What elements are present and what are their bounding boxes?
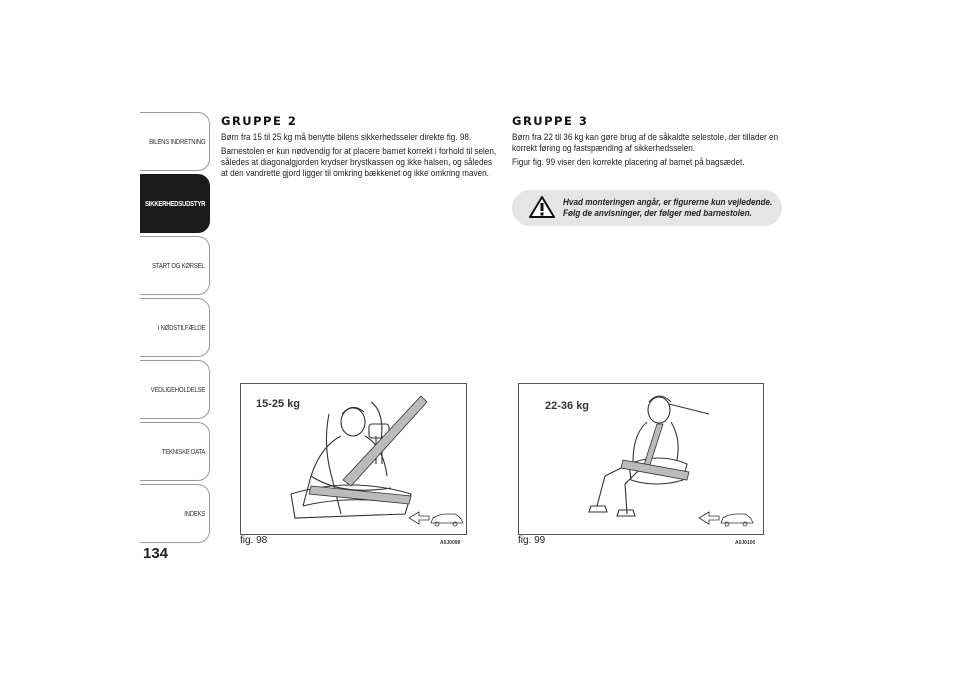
tab-tekniske-data[interactable] [140,422,210,481]
weight-label: 22-36 kg [545,400,590,412]
left-column [221,116,541,182]
tab-label: SIKKERHEDSUDSTYR [144,199,205,208]
direction-arrow-icon [409,512,429,524]
tab-i-nodstilfaelde[interactable] [140,298,210,357]
figure-caption: fig. 99 [518,535,546,546]
paragraph: Børn fra 22 til 36 kg kan gøre brug af de såkaldte selestole, der tillader en korrekt føring og fastspænding af sikkerhedsselen. [512,132,779,154]
figure-99 [518,383,764,535]
child-booster-seat-illustration [241,384,466,534]
tab-label: BILENS INDRETNING [148,137,205,146]
tab-bilens-indretning[interactable] [140,112,210,171]
paragraph: Barnestolen er kun nødvendig for at placere barnet korrekt i forhold til selen, således at diagonalgjorden krydser brystkassen og ikke halsen, og således at den vandrette gjord ligger til omkring bækkenet og ikke omkring maven. [221,146,497,179]
section-heading: GRUPPE 2 [221,114,298,128]
child-belt-positioning-seat-illustration [519,384,763,534]
warning-text: Hvad monteringen angår, er figurerne kun vejledende. Følg de anvisninger, der følger med barnestolen. [563,197,773,219]
tab-label: I NØDSTILFÆLDE [157,323,205,332]
warning-box [512,190,782,226]
warning-icon [529,195,555,219]
tab-sikkerhedsudstyr[interactable] [140,174,210,233]
weight-label: 15-25 kg [256,398,301,410]
figure-98 [240,383,467,535]
tab-vedligeholdelse[interactable] [140,360,210,419]
section-heading: GRUPPE 3 [512,114,589,128]
car-icon [721,514,753,526]
figure-code: A0J0100 [735,540,756,546]
page-number: 134 [143,545,169,562]
right-column [512,116,832,171]
paragraph: Figur fig. 99 viser den korrekte placering af barnet på bagsædet. [512,157,745,168]
figure-caption: fig. 98 [240,535,268,546]
tab-label: INDEKS [184,509,205,518]
tab-start-og-korsel[interactable] [140,236,210,295]
paragraph: Børn fra 15 til 25 kg må benytte bilens sikkerhedsseler direkte fig. 98. [221,132,472,143]
direction-arrow-icon [699,512,719,524]
car-icon [431,514,463,526]
tab-indeks[interactable] [140,484,210,543]
tab-label: TEKNISKE DATA [161,447,205,456]
tab-label: VEDLIGEHOLDELSE [150,385,205,394]
tab-label: START OG KØRSEL [152,261,205,270]
figure-code: A0J0099 [440,540,461,546]
